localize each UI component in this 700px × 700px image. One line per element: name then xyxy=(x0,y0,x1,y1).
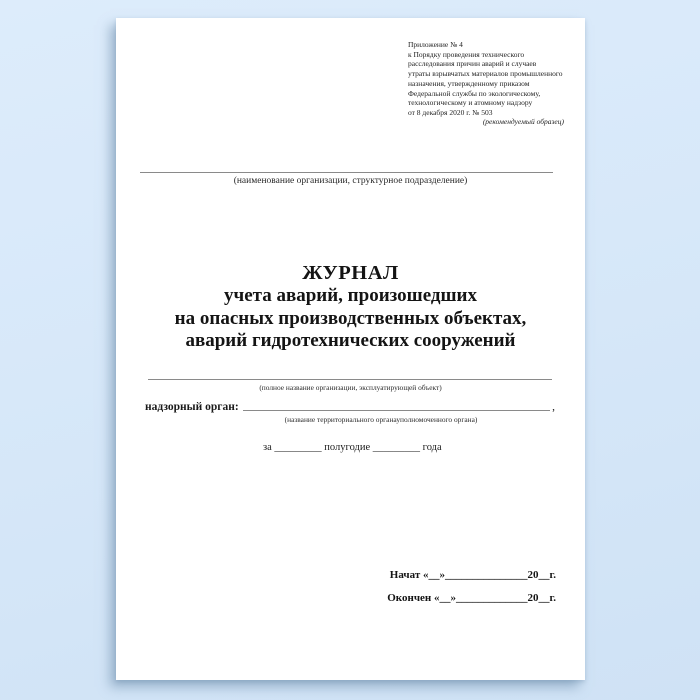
reporting-period-line: за _________ полугодие _________ года xyxy=(263,442,442,453)
organization-name-blank-line xyxy=(140,172,553,173)
journal-cover-page xyxy=(116,18,585,680)
title-line: учета аварий, произошедших xyxy=(224,285,477,306)
appendix-line: Приложение № 4 xyxy=(408,40,463,49)
title-line: ЖУРНАЛ xyxy=(302,262,399,284)
title-line: на опасных производственных объектах, xyxy=(174,307,527,329)
appendix-line: назначения, утвержденному приказом xyxy=(408,78,530,88)
appendix-line: расследования причин аварий и случаев xyxy=(408,59,537,69)
supervisory-body-label: надзорный орган: xyxy=(145,401,239,413)
appendix-line: от 8 декабря 2020 г. № 503 xyxy=(408,107,493,117)
supervisory-body-caption: (название территориального органауполномоченного органа) xyxy=(284,415,478,424)
finished-date-line: Окончен «__»_____________20__г. xyxy=(387,592,556,604)
started-date-line: Начат «__»_______________20__г. xyxy=(389,569,556,581)
appendix-line: к Порядку проведения технического xyxy=(408,49,525,59)
organization-blank-caption: (наименование организации, структурное подразделение) xyxy=(233,176,468,186)
appendix-line: утраты взрывчатых материалов промышленного xyxy=(408,69,563,79)
supervisory-trailing-comma: , xyxy=(552,401,555,413)
title-line: аварий гидротехнических сооружений xyxy=(185,330,516,351)
appendix-line: Федеральной службы по экологическому, xyxy=(408,88,541,98)
appendix-line: технологическому и атомному надзору xyxy=(408,98,533,108)
journal-title xyxy=(116,262,585,353)
full-organization-blank-line xyxy=(148,379,552,380)
full-organization-blank-caption: (полное название организации, эксплуатирующей объект) xyxy=(259,383,442,392)
recommended-sample-note: (рекомендуемый образец) xyxy=(482,117,564,126)
appendix-reference-block xyxy=(408,40,580,118)
supervisory-body-row xyxy=(145,399,555,413)
supervisory-body-blank-line xyxy=(243,399,550,411)
